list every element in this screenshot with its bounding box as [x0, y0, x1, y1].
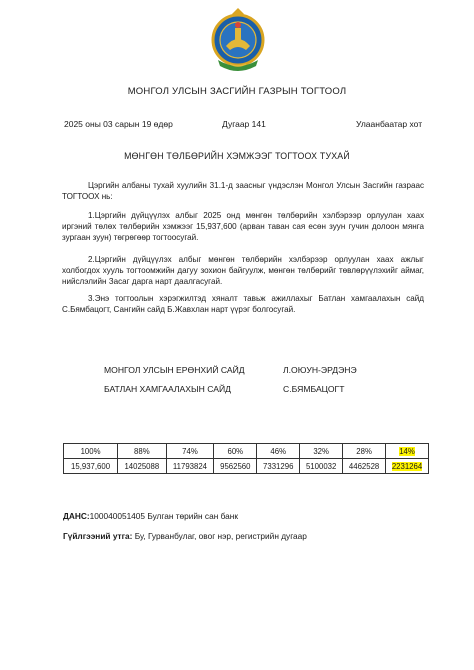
intro-paragraph: Цэргийн албаны тухай хуулийн 31.1-д заасныг үндэслэн Монгол Улсын Засгийн газраас ТОГТООХ нь: [62, 181, 424, 202]
table-cell: 88% [118, 444, 167, 459]
table-cell: 28% [343, 444, 386, 459]
table-cell: 74% [166, 444, 214, 459]
table-cell-highlighted [386, 459, 429, 474]
document-number: Дугаар 141 [222, 119, 266, 129]
table-row-amounts [64, 459, 429, 474]
table-cell: 15,937,600 [64, 459, 118, 474]
paragraph-1: 1.Цэргийн дүйцүүлэх албыг 2025 онд мөнгөн төлбөрийн хэлбэрээр орлуулан хаах иргэний төлөх төлбөрийн хэмжээг 15,937,600 (арван таван сая есөн зуун гучин долоон мянга зургаан зуун) төгрөгөөр тогтоосугай. [62, 211, 424, 243]
signature-position-prime-minister: МОНГОЛ УЛСЫН ЕРӨНХИЙ САЙД [104, 365, 245, 375]
table-cell: 100% [64, 444, 118, 459]
paragraph-3: 3.Энэ тогтоолын хэрэгжилтэд хяналт тавьж ажиллахыг Батлан хамгаалахын сайд С.Бямбацогт, Сангийн сайд Б.Жавхлан нарт үүрэг болгосугай. [62, 294, 424, 315]
table-cell: 9562560 [214, 459, 257, 474]
state-emblem-icon [210, 6, 266, 78]
table-row-percents [64, 444, 429, 459]
signature-name-defense-minister: С.БЯМБАЦОГТ [283, 384, 345, 394]
table-cell: 32% [300, 444, 343, 459]
document-date: 2025 оны 03 сарын 19 өдөр [64, 119, 173, 129]
paragraph-2: 2.Цэргийн дүйцүүлэх албыг мөнгөн төлбөрийн хэлбэрээр орлуулан хаах ажлыг холбогдох хууль тогтоомжийн дагуу зохион байгуулж, мөнгөн төлбөрийг төвлөрүүлэхийг аймаг, нийслэлийн Засаг дарга нарт даалгасугай. [62, 255, 424, 287]
purpose-line [63, 531, 307, 541]
highlight-mark: 14% [399, 446, 415, 456]
payment-table [63, 443, 429, 474]
document-title: МӨНГӨН ТӨЛБӨРИЙН ХЭМЖЭЭГ ТОГТООХ ТУХАЙ [124, 151, 350, 161]
table-cell: 5100032 [300, 459, 343, 474]
table-cell: 46% [257, 444, 300, 459]
table-cell: 11793824 [166, 459, 214, 474]
account-value: 100040051405 Булган төрийн сан банк [89, 511, 238, 521]
table-cell: 7331296 [257, 459, 300, 474]
signature-position-defense-minister: БАТЛАН ХАМГААЛАХЫН САЙД [104, 384, 231, 394]
table-cell-highlighted [386, 444, 429, 459]
signature-name-prime-minister: Л.ОЮУН-ЭРДЭНЭ [283, 365, 357, 375]
account-line [63, 511, 238, 521]
government-title: МОНГОЛ УЛСЫН ЗАСГИЙН ГАЗРЫН ТОГТООЛ [127, 86, 347, 97]
document-city: Улаанбаатар хот [356, 119, 423, 129]
table-cell: 14025088 [118, 459, 167, 474]
purpose-label: Гүйлгээний утга: [63, 531, 133, 541]
purpose-value: Бу, Гурванбулаг, овог нэр, регистрийн дугаар [132, 531, 307, 541]
account-label: ДАНС: [63, 511, 90, 521]
highlight-mark: 2231264 [391, 461, 423, 471]
table-cell: 4462528 [343, 459, 386, 474]
table-cell: 60% [214, 444, 257, 459]
